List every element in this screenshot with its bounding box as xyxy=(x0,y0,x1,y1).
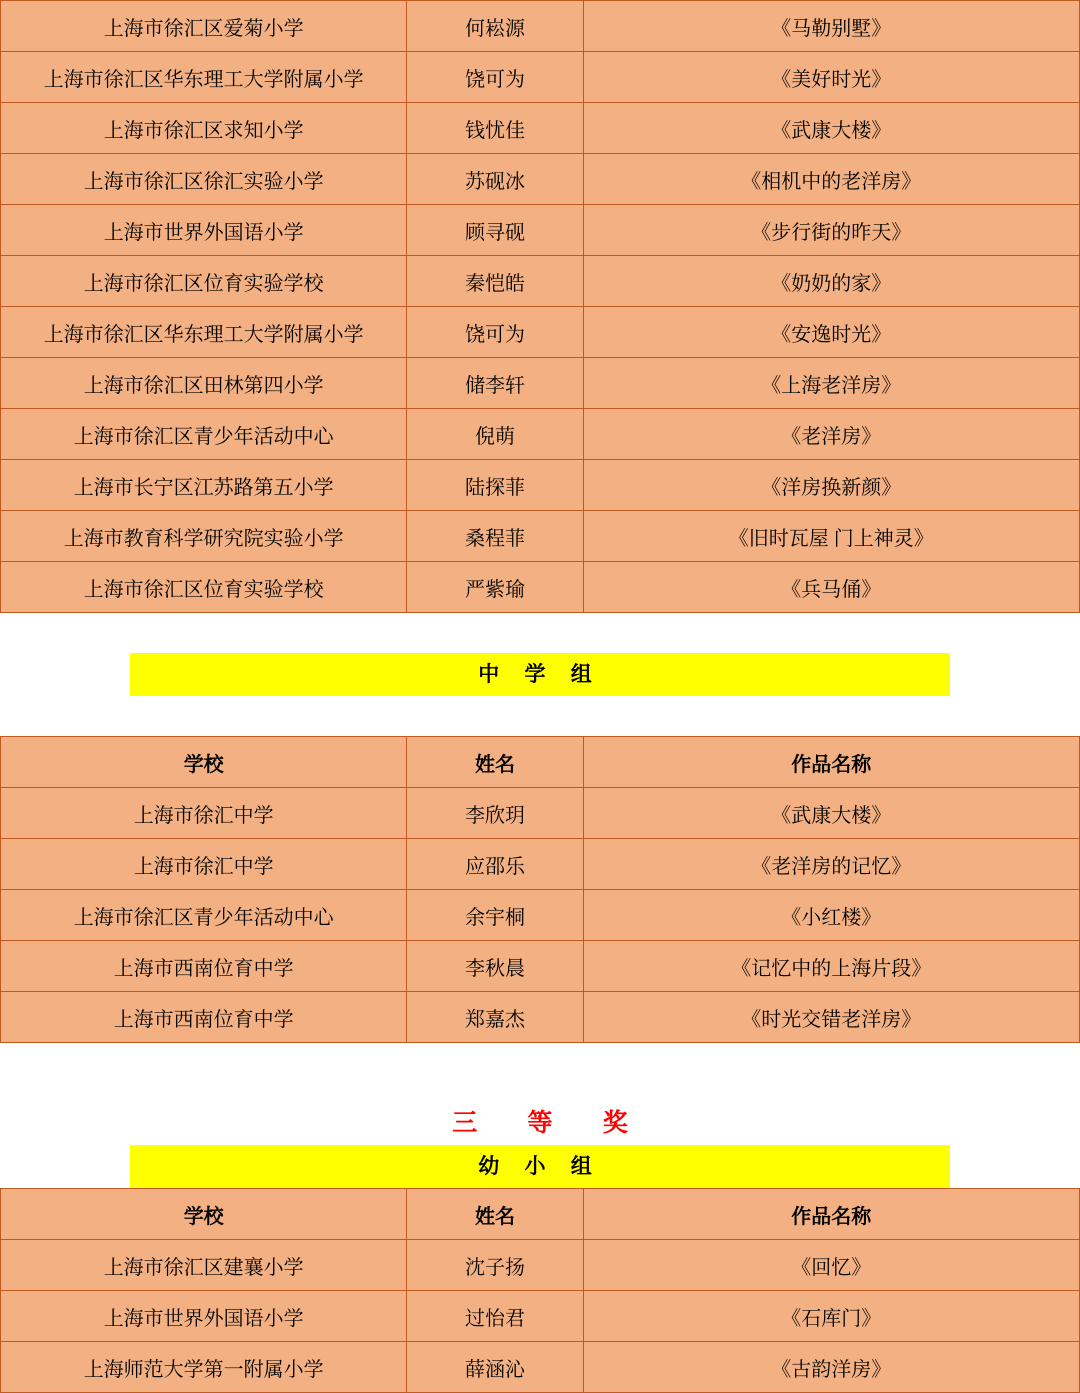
cell-work: 《兵马俑》 xyxy=(583,562,1079,613)
cell-school: 上海市徐汇区位育实验学校 xyxy=(1,562,407,613)
group-banner-middle-school: 中 学 组 xyxy=(130,653,950,696)
table-row xyxy=(1,103,1080,154)
cell-name: 钱忧佳 xyxy=(407,103,583,154)
cell-work: 《时光交错老洋房》 xyxy=(583,992,1079,1043)
table-row xyxy=(1,1,1080,52)
cell-work: 《旧时瓦屋 门上神灵》 xyxy=(583,511,1079,562)
table-row xyxy=(1,52,1080,103)
cell-name: 秦恺皓 xyxy=(407,256,583,307)
group-banner-young-primary: 幼 小 组 xyxy=(130,1145,950,1188)
cell-school: 上海市徐汇区位育实验学校 xyxy=(1,256,407,307)
cell-work: 《石库门》 xyxy=(583,1291,1079,1342)
cell-school: 上海市徐汇区求知小学 xyxy=(1,103,407,154)
table-row xyxy=(1,358,1080,409)
column-header-work: 作品名称 xyxy=(583,737,1079,788)
cell-name: 余宇桐 xyxy=(407,890,583,941)
cell-name: 应邵乐 xyxy=(407,839,583,890)
spacer xyxy=(0,696,1080,736)
cell-name: 李欣玥 xyxy=(407,788,583,839)
cell-school: 上海市长宁区江苏路第五小学 xyxy=(1,460,407,511)
table-row xyxy=(1,1342,1080,1393)
table-body xyxy=(1,788,1080,1043)
cell-school: 上海市西南位育中学 xyxy=(1,992,407,1043)
cell-name: 桑程菲 xyxy=(407,511,583,562)
cell-name: 沈子扬 xyxy=(407,1240,583,1291)
cell-name: 郑嘉杰 xyxy=(407,992,583,1043)
cell-name: 倪萌 xyxy=(407,409,583,460)
cell-school: 上海市徐汇中学 xyxy=(1,788,407,839)
cell-work: 《回忆》 xyxy=(583,1240,1079,1291)
cell-work: 《安逸时光》 xyxy=(583,307,1079,358)
cell-name: 陆探菲 xyxy=(407,460,583,511)
table-row xyxy=(1,1240,1080,1291)
cell-school: 上海市西南位育中学 xyxy=(1,941,407,992)
cell-name: 苏砚冰 xyxy=(407,154,583,205)
cell-school: 上海市徐汇区华东理工大学附属小学 xyxy=(1,52,407,103)
cell-school: 上海市徐汇区田林第四小学 xyxy=(1,358,407,409)
table-row xyxy=(1,992,1080,1043)
cell-work: 《老洋房的记忆》 xyxy=(583,839,1079,890)
cell-name: 严紫瑜 xyxy=(407,562,583,613)
spacer xyxy=(0,613,1080,653)
table-row xyxy=(1,941,1080,992)
column-header-name: 姓名 xyxy=(407,737,583,788)
cell-school: 上海市徐汇区爱菊小学 xyxy=(1,1,407,52)
table-header-row xyxy=(1,737,1080,788)
column-header-work: 作品名称 xyxy=(583,1189,1079,1240)
table-header xyxy=(1,1189,1080,1240)
cell-work: 《洋房换新颜》 xyxy=(583,460,1079,511)
table-row xyxy=(1,307,1080,358)
cell-school: 上海市世界外国语小学 xyxy=(1,205,407,256)
cell-school: 上海市教育科学研究院实验小学 xyxy=(1,511,407,562)
table-row xyxy=(1,511,1080,562)
cell-name: 何崧源 xyxy=(407,1,583,52)
award-table-third-prize-young-primary xyxy=(0,1188,1080,1393)
cell-work: 《老洋房》 xyxy=(583,409,1079,460)
spacer xyxy=(0,1043,1080,1095)
table-row xyxy=(1,256,1080,307)
cell-work: 《小红楼》 xyxy=(583,890,1079,941)
table-header xyxy=(1,737,1080,788)
cell-school: 上海师范大学第一附属小学 xyxy=(1,1342,407,1393)
column-header-name: 姓名 xyxy=(407,1189,583,1240)
table-row xyxy=(1,409,1080,460)
cell-work: 《武康大楼》 xyxy=(583,103,1079,154)
cell-name: 薛涵沁 xyxy=(407,1342,583,1393)
cell-work: 《相机中的老洋房》 xyxy=(583,154,1079,205)
table-row xyxy=(1,839,1080,890)
cell-work: 《上海老洋房》 xyxy=(583,358,1079,409)
cell-work: 《马勒别墅》 xyxy=(583,1,1079,52)
cell-school: 上海市徐汇区建襄小学 xyxy=(1,1240,407,1291)
cell-work: 《美好时光》 xyxy=(583,52,1079,103)
cell-school: 上海市徐汇区华东理工大学附属小学 xyxy=(1,307,407,358)
cell-name: 顾寻砚 xyxy=(407,205,583,256)
cell-name: 过怡君 xyxy=(407,1291,583,1342)
cell-work: 《记忆中的上海片段》 xyxy=(583,941,1079,992)
cell-name: 储李轩 xyxy=(407,358,583,409)
cell-school: 上海市徐汇区徐汇实验小学 xyxy=(1,154,407,205)
award-table-second-prize-primary xyxy=(0,0,1080,613)
table-body xyxy=(1,1,1080,613)
award-table-second-prize-middle-school xyxy=(0,736,1080,1043)
cell-work: 《武康大楼》 xyxy=(583,788,1079,839)
cell-name: 饶可为 xyxy=(407,52,583,103)
cell-school: 上海市世界外国语小学 xyxy=(1,1291,407,1342)
cell-school: 上海市徐汇区青少年活动中心 xyxy=(1,890,407,941)
table-row xyxy=(1,1291,1080,1342)
table-row xyxy=(1,460,1080,511)
cell-school: 上海市徐汇中学 xyxy=(1,839,407,890)
cell-name: 饶可为 xyxy=(407,307,583,358)
cell-work: 《古韵洋房》 xyxy=(583,1342,1079,1393)
table-body xyxy=(1,1240,1080,1393)
prize-title-third: 三 等 奖 xyxy=(452,1110,650,1138)
table-header-row xyxy=(1,1189,1080,1240)
table-row xyxy=(1,890,1080,941)
table-row xyxy=(1,154,1080,205)
column-header-school: 学校 xyxy=(1,1189,407,1240)
table-row xyxy=(1,788,1080,839)
table-row xyxy=(1,562,1080,613)
column-header-school: 学校 xyxy=(1,737,407,788)
cell-work: 《奶奶的家》 xyxy=(583,256,1079,307)
cell-work: 《步行街的昨天》 xyxy=(583,205,1079,256)
cell-name: 李秋晨 xyxy=(407,941,583,992)
cell-school: 上海市徐汇区青少年活动中心 xyxy=(1,409,407,460)
table-row xyxy=(1,205,1080,256)
